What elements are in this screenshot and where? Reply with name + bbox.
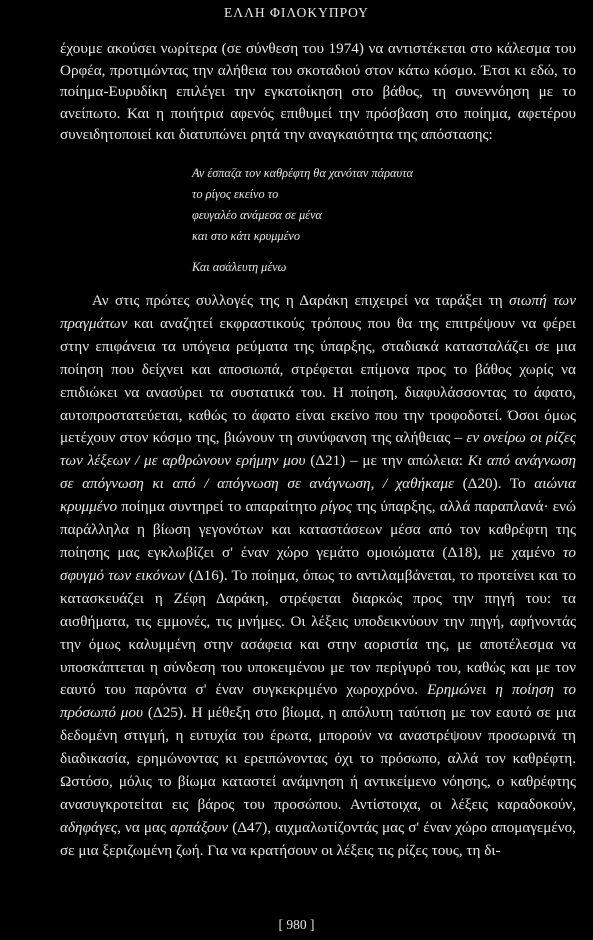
italic-run: σιωπή των πραγμάτων (60, 292, 576, 332)
italic-run: Κι από ανάγνωση σε απόγνωση κι από / απόγνωση σε ανάγνωση, / χαθήκαμε (60, 452, 576, 493)
poem-last-line: Και ασάλευτη μένω (192, 260, 287, 274)
text-run: (Δ21) – με την απώλεια: (305, 452, 468, 470)
intro-paragraph: έχουμε ακούσει νωρίτερα (σε σύνθεση του 1974) να αντιστέκεται στο κάλεσμα του Ορφέα, προτιμώντας την αλήθεια του σκοταδιού στον κάτω κόσμο. Έτσι κι εδώ, το ποίημα-Ευρυδίκη επιλέγει την εγκατοίκηση στο βάθος, τη συνεννόηση με το ανείπωτο. Και η ποιήτρια αφενός επιθυμεί την πρόσβαση στο ποίημα, αφετέρου συνειδητοποιεί και διατυπώνει ρητά την αναγκαιότητα της απόστασης: (60, 40, 576, 143)
text-run: της ύπαρξης, αλλά παραπλανά· ενώ παράλληλα η βίωση γεγονότων και καταστάσεων μέσα από τον καθρέφτη της ποίησης μας εγκλωβίζει σ' έναν χώρο γεμάτο ομοιώματα (Δ18), με χαμένο (60, 498, 576, 561)
poem-line: το ρίγος εκείνο το (192, 187, 279, 201)
text-run: Αν στις πρώτες συλλογές της η Δαράκη επιχειρεί να ταράξει τη (91, 292, 510, 309)
text-run: ποίημα συντηρεί το απαραίτητο (117, 498, 321, 516)
text-run: (Δ25). Η μέθεξη στο βίωμα, η απόλυτη ταύτιση με τον εαυτό σε μια δεδομένη στιγμή, η ευτυχία του έρωτα, μπορούν να αναστρέψουν προσωρινά τη διαδικασία, ερημώνοντας κι ερειπώνοντας όχι το πρόσωπο, αλλά τον καθρέφτη. Ωστόσο, μόλις το βίωμα καταστεί ανάμνηση ή αντικείμενο νόησης, ο καθρέφτης ανασυγκροτείται εις βάρος του προσώπου. Αντίστοιχα, οι λέξεις καραδοκούν, (60, 704, 576, 813)
poem-line: φευγαλέο ανάμεσα σε μένα (192, 208, 322, 222)
poem-line: και στο κάτι κρυμμένο (192, 229, 301, 243)
italic-run: αρπάξουν (170, 818, 229, 836)
poem-line: Αν έσπαζα τον καθρέφτη θα χανόταν πάραυτα (192, 166, 413, 180)
text-run: , να μας (117, 818, 171, 836)
running-header: ΕΛΛΗ ΦΙΛΟΚΥΠΡΟΥ (224, 5, 369, 20)
text-run: (Δ47), αιχμαλωτίζοντάς μας σ' έναν χώρο απομαγεμένο, σε μια ξεριζωμένη ζωή. Για να κρατήσουν οι λέξεις τις ρίζες τους, τη δι- (60, 818, 576, 859)
text-run: (Δ20). Το (454, 475, 535, 493)
italic-run: Ερημώνει η ποίηση το πρόσωπό μου (60, 681, 576, 722)
italic-run: αιώνια κρυμμένο (60, 475, 576, 516)
italic-run: το σφυγμό των εικόνων (60, 543, 576, 584)
stanza-break (192, 247, 552, 257)
text-run: (Δ16). Το ποίημα, όπως το αντιλαμβάνεται, το προτείνει και το κατασκευάζει η Ζέφη Δαράκη, στρέφεται διαρκώς προς την πηγή του: τα αισθήματα, τις εμμονές, τις μνήμες. Οι λέξεις υποδεικνύουν την πηγή, αφήνοντάς την όμως καλυμμένη στην ασάφεια και στην αοριστία της, με αποτέλεσμα να υποσκάπτεται η σύνδεση του υποκειμένου με τον περίγυρό του, καθώς και με τον εαυτό του παρόντα σ' έναν συγκεκριμένο χωροχρόνο. (60, 566, 576, 699)
italic-run: εν ονείρω οι ρίζες των λέξεων / με αρθρώνουν ερήμην μου (60, 429, 576, 470)
main-paragraph (60, 290, 576, 863)
poem-quote (192, 163, 552, 278)
text-run: και αναζητεί εκφραστικούς τρόπους που θα της επιτρέψουν να φέρει στην επιφάνεια τα υπόγεια ρεύματα της ύπαρξης, σταδιακά κατασταλάζει σε μια ποίηση που δείχνει και αποσιωπά, στρέφεται επίμονα προς το βάθος χωρίς να επιδιώκει να ανασύρει τα συστατικά του. Η ποίηση, διαφυλάσσοντας το άφατο, αυτοπροστατεύεται, καθώς το άφατο είναι εκείνο που την τροφοδοτεί. Όσοι όμως μετέχουν στον κόσμο της, βιώνουν τη συνύφανση της αλήθειας – (60, 314, 576, 447)
page-number: [ 980 ] (278, 917, 315, 932)
italic-run: ρίγος (320, 498, 352, 516)
italic-run: αδηφάγες (60, 818, 118, 836)
